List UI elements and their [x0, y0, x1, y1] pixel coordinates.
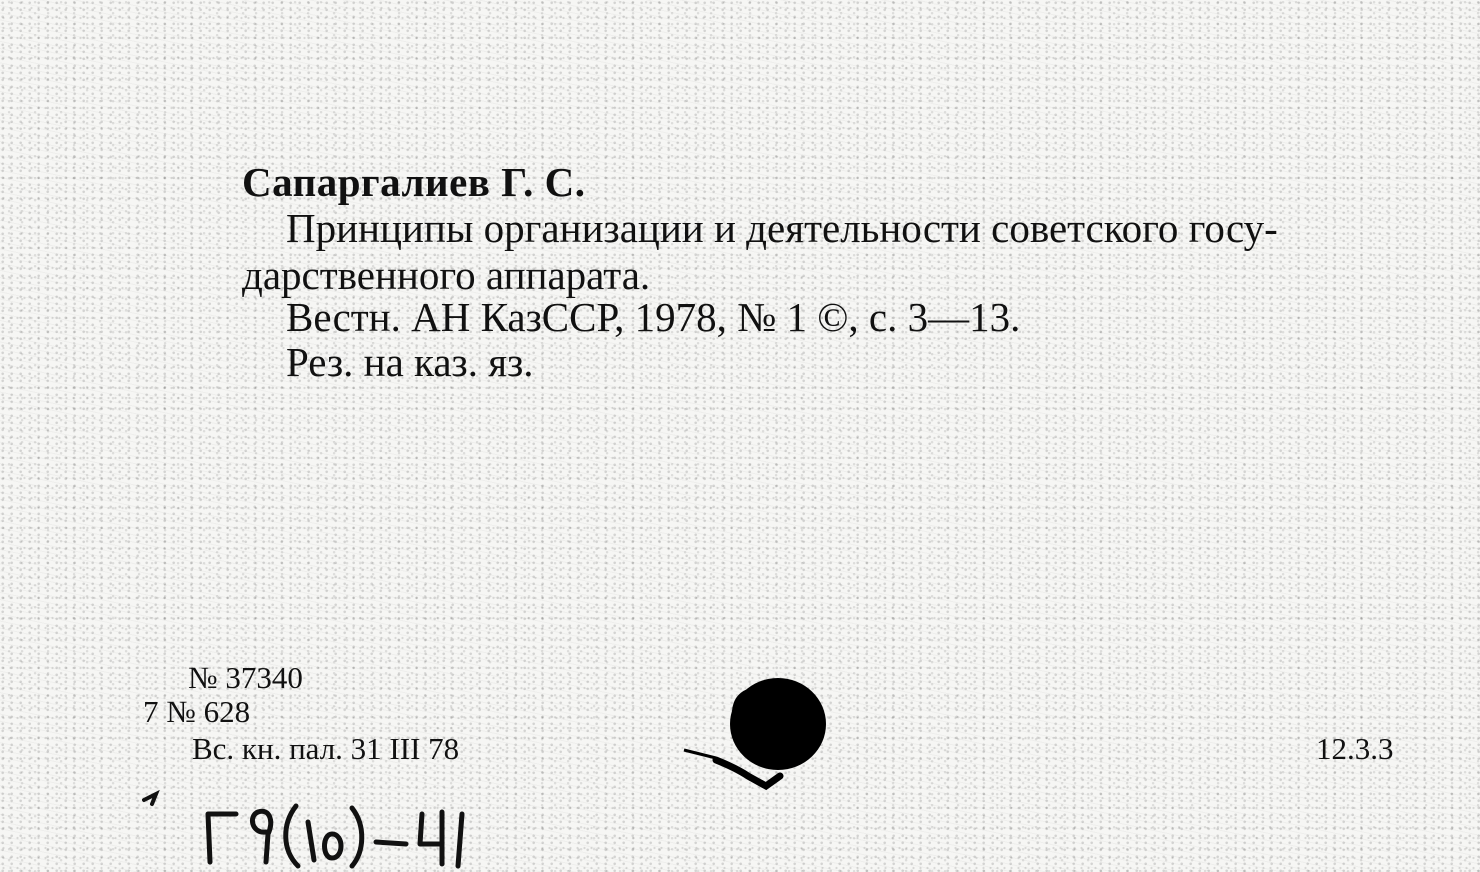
author-name: Сапаргалиев Г. С. — [242, 159, 586, 205]
reference-number: 7 № 628 — [143, 694, 251, 729]
ink-mark — [140, 784, 170, 814]
title-line-1: Принципы организации и деятельности советского госу- — [286, 205, 1278, 251]
source-citation: Вестн. АН КазССР, 1978, № 1 ©, с. 3—13. — [286, 294, 1021, 340]
issue-info: Вс. кн. пал. 31 III 78 — [192, 731, 460, 766]
ink-blot — [676, 668, 836, 798]
classification-index: 12.3.3 — [1316, 731, 1394, 766]
summary-note: Рез. на каз. яз. — [286, 339, 534, 385]
handwritten-code — [196, 794, 476, 872]
title-line-2: дарственного аппарата. — [242, 252, 651, 298]
accession-number: № 37340 — [188, 660, 303, 695]
